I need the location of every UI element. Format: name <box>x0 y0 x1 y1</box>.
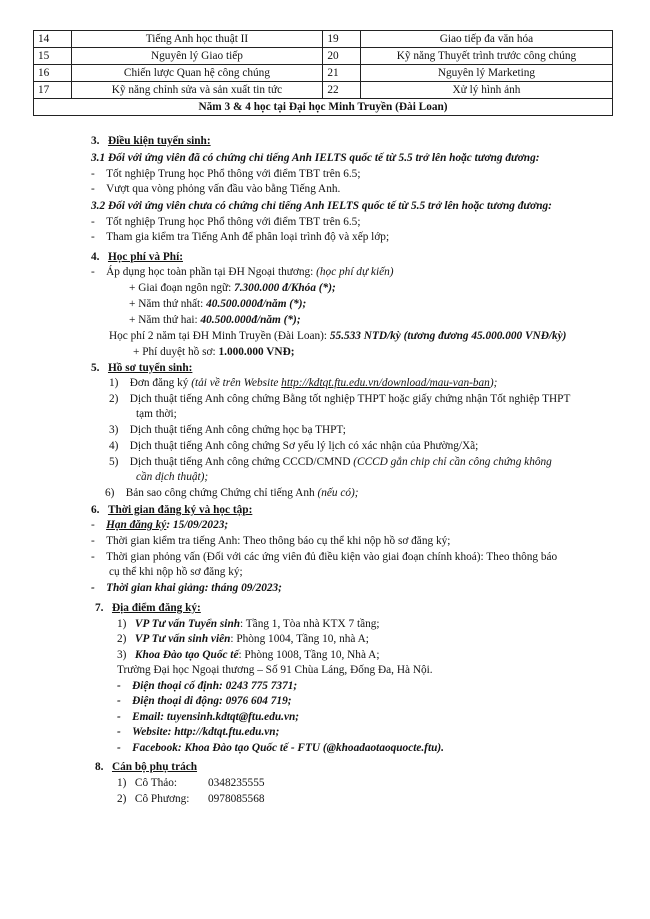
item-text: Dịch thuật tiếng Anh công chứng Sơ yếu lý lịch có xác nhận của Phường/Xã; <box>129 440 479 452</box>
section-number: 6. <box>91 504 100 516</box>
doc-item-5-cont: cần dịch thuật); <box>136 471 209 483</box>
section-title: Học phí và Phí: <box>107 251 183 263</box>
fee-note: (học phí dự kiến) <box>316 266 394 278</box>
fee-value: 40.500.000đ/năm (*); <box>206 298 307 310</box>
contact-text[interactable]: Facebook: Khoa Đào tạo Quốc tế - FTU (@khoadaotaoquocte.ftu). <box>132 742 444 754</box>
doc-item-2 <box>109 392 570 406</box>
office-name: VP Tư vấn sinh viên <box>134 633 231 645</box>
item-text: Dịch thuật tiếng Anh công chứng Bằng tốt nghiệp THPT hoặc giấy chứng nhận Tốt nghiệp THPT <box>129 393 571 405</box>
deadline-label: Hạn đăng ký <box>106 519 167 531</box>
item-number: 1) <box>117 777 127 789</box>
fee-label: + Giai đoạn ngôn ngữ: <box>129 282 235 294</box>
opening-date: - Thời gian khai giảng: tháng 09/2023; <box>91 582 282 594</box>
course-name: Nguyên lý Marketing <box>360 65 612 82</box>
section-number: 8. <box>95 761 104 773</box>
doc-item-6 <box>105 486 359 500</box>
staff-phone: 0348235555 <box>208 777 265 789</box>
section-5-heading <box>91 361 192 375</box>
staff-2 <box>117 792 265 806</box>
course-table <box>33 30 613 116</box>
item-text: Dịch thuật tiếng Anh công chứng học bạ THPT; <box>129 424 346 436</box>
contact-mobile: - Điện thoại di động: 0976 604 719; <box>117 695 292 707</box>
subsection-3-2: 3.2 Đối với ứng viên chưa có chứng chỉ tiếng Anh IELTS quốc tế từ 5.5 trở lên hoặc tương đương: <box>91 200 552 212</box>
section-4-heading <box>91 250 183 264</box>
fee-value: 7.300.000 đ/Khóa (*); <box>234 282 336 294</box>
course-name: Tiếng Anh học thuật II <box>71 31 323 48</box>
section-title: Hồ sơ tuyển sinh: <box>107 362 193 374</box>
course-number: 15 <box>34 48 72 65</box>
section-number: 5. <box>91 362 100 374</box>
section-title: Thời gian đăng ký và học tập: <box>107 504 253 516</box>
office-name: VP Tư vấn Tuyển sinh <box>134 618 241 630</box>
fee-intro-text: Áp dụng học toàn phần tại ĐH Ngoại thương: <box>106 266 317 278</box>
office-2 <box>117 632 369 646</box>
item-number: 2) <box>109 393 119 405</box>
course-number: 16 <box>34 65 72 82</box>
table-row <box>34 48 613 65</box>
office-3 <box>117 648 379 662</box>
subsection-3-1: 3.1 Đối với ứng viên đã có chứng chỉ tiếng Anh IELTS quốc tế từ 5.5 trở lên hoặc tương đương: <box>91 152 540 164</box>
list-item: - Vượt qua vòng phỏng vấn đầu vào bằng Tiếng Anh. <box>91 183 341 195</box>
section-title: Điều kiện tuyển sinh: <box>107 135 211 147</box>
item-text: Dịch thuật tiếng Anh công chứng CCCD/CMND <box>129 456 354 468</box>
section-7-heading <box>95 601 201 615</box>
table-row <box>34 82 613 99</box>
course-number: 22 <box>323 82 361 99</box>
fee-label: + Phí duyệt hồ sơ: <box>133 346 219 358</box>
fee-intro: - Áp dụng học toàn phần tại ĐH Ngoại thương: (học phí dự kiến) <box>91 266 394 278</box>
doc-item-1 <box>109 376 497 390</box>
section-number: 4. <box>91 251 100 263</box>
doc-item-4 <box>109 439 478 453</box>
table-row <box>34 31 613 48</box>
contact-email: - Email: tuyensinh.kdtqt@ftu.edu.vn; <box>117 711 300 723</box>
table-row <box>34 65 613 82</box>
fee-label: + Năm thứ hai: <box>129 314 201 326</box>
course-name: Giao tiếp đa văn hóa <box>360 31 612 48</box>
item-note: (nếu có); <box>317 487 359 499</box>
course-number: 17 <box>34 82 72 99</box>
list-item-text: Tốt nghiệp Trung học Phổ thông với điểm TBT trên 6.5; <box>106 216 361 228</box>
contact-text[interactable]: Website: http://kdtqt.ftu.edu.vn; <box>132 726 280 738</box>
item-number: 3) <box>117 649 127 661</box>
item-number: 1) <box>117 618 127 630</box>
item-text: Đơn đăng ký <box>129 377 192 389</box>
section-number: 3. <box>91 135 100 147</box>
section-6-heading <box>91 503 252 517</box>
list-item-cont: cụ thể khi nộp hồ sơ đăng ký; <box>109 566 243 578</box>
item-note: (CCCD gắn chip chỉ cần công chứng không <box>353 456 552 468</box>
fee-review <box>133 345 295 359</box>
opening-date-text: Thời gian khai giảng: tháng 09/2023; <box>106 582 282 594</box>
contact-landline: - Điện thoại cố định: 0243 775 7371; <box>117 680 298 692</box>
item-number: 6) <box>105 487 115 499</box>
office-location: : Phòng 1004, Tầng 10, nhà A; <box>230 633 369 645</box>
contact-website: - Website: http://kdtqt.ftu.edu.vn; <box>117 726 280 738</box>
office-name: Khoa Đào tạo Quốc tế <box>134 649 239 661</box>
fee-item <box>129 313 301 327</box>
list-item: - Tốt nghiệp Trung học Phổ thông với điểm TBT trên 6.5; <box>91 216 361 228</box>
list-item: - Tốt nghiệp Trung học Phổ thông với điểm TBT trên 6.5; <box>91 168 361 180</box>
course-number: 20 <box>323 48 361 65</box>
course-number: 19 <box>323 31 361 48</box>
fee-label: Học phí 2 năm tại ĐH Minh Truyền (Đài Loan): <box>109 330 330 342</box>
fee-value: 55.533 NTD/kỳ (tương đương 45.000.000 VNĐ/kỳ) <box>329 330 567 342</box>
contact-facebook: - Facebook: Khoa Đào tạo Quốc tế - FTU (@khoadaotaoquocte.ftu). <box>117 742 444 754</box>
contact-text: Điện thoại cố định: 0243 775 7371; <box>132 680 298 692</box>
staff-phone: 0978085568 <box>208 793 265 805</box>
fee-item <box>129 281 336 295</box>
section-title: Địa điểm đăng ký: <box>111 602 201 614</box>
section-3-heading <box>91 134 211 148</box>
list-item: - Tham gia kiểm tra Tiếng Anh để phân loại trình độ và xếp lớp; <box>91 231 390 243</box>
section-number: 7. <box>95 602 104 614</box>
course-name: Nguyên lý Giao tiếp <box>71 48 323 65</box>
list-item-text: Vượt qua vòng phỏng vấn đầu vào bằng Tiếng Anh. <box>106 183 341 195</box>
deadline: - Hạn đăng ký: 15/09/2023; <box>91 519 229 531</box>
list-item-text: Tham gia kiểm tra Tiếng Anh để phân loại trình độ và xếp lớp; <box>106 231 390 243</box>
list-item-text: Thời gian kiểm tra tiếng Anh: Theo thông báo cụ thể khi nộp hồ sơ đăng ký; <box>106 535 451 547</box>
address: Trường Đại học Ngoại thương – Số 91 Chùa Láng, Đống Đa, Hà Nội. <box>117 664 433 676</box>
contact-text[interactable]: Email: tuyensinh.kdtqt@ftu.edu.vn; <box>132 711 300 723</box>
fee-value: 40.500.000đ/năm (*); <box>200 314 301 326</box>
list-item: - Thời gian phỏng vấn (Đối với các ứng viên đủ điều kiện vào giai đoạn chính khoá): Theo thông báo <box>91 551 558 563</box>
item-note: (tải về trên Website <box>191 377 282 389</box>
deadline-value: : 15/09/2023; <box>166 519 229 531</box>
office-location: : Tầng 1, Tòa nhà KTX 7 tầng; <box>240 618 380 630</box>
doc-item-2-cont: tạm thời; <box>136 408 177 420</box>
staff-1 <box>117 776 265 790</box>
table-footer: Năm 3 & 4 học tại Đại học Minh Truyền (Đài Loan) <box>34 99 613 116</box>
course-name: Xử lý hình ảnh <box>360 82 612 99</box>
course-name: Chiến lược Quan hệ công chúng <box>71 65 323 82</box>
section-8-heading <box>95 760 197 774</box>
fee-label: + Năm thứ nhất: <box>129 298 207 310</box>
item-note: ); <box>489 377 498 389</box>
item-number: 4) <box>109 440 119 452</box>
staff-name: Cô Thảo: <box>134 777 178 789</box>
download-link[interactable]: http://kdtqt.ftu.edu.vn/download/mau-van-ban <box>281 377 490 389</box>
item-number: 2) <box>117 793 127 805</box>
course-name: Kỹ năng chỉnh sửa và sản xuất tin tức <box>71 82 323 99</box>
doc-item-5 <box>109 455 552 469</box>
item-number: 2) <box>117 633 127 645</box>
staff-name: Cô Phương: <box>134 793 190 805</box>
doc-item-3 <box>109 423 346 437</box>
office-1 <box>117 617 380 631</box>
office-location: : Phòng 1008, Tầng 10, Nhà A; <box>238 649 380 661</box>
fee-item <box>129 297 306 311</box>
list-item: - Thời gian kiểm tra tiếng Anh: Theo thông báo cụ thể khi nộp hồ sơ đăng ký; <box>91 535 451 547</box>
item-number: 1) <box>109 377 119 389</box>
course-number: 14 <box>34 31 72 48</box>
item-number: 3) <box>109 424 119 436</box>
fee-value: 1.000.000 VNĐ; <box>218 346 295 358</box>
list-item-text: Thời gian phỏng vấn (Đối với các ứng viên đủ điều kiện vào giai đoạn chính khoá): Theo thông báo <box>106 551 558 563</box>
fee-taiwan <box>109 329 566 343</box>
section-title: Cán bộ phụ trách <box>111 761 198 773</box>
contact-text: Điện thoại di động: 0976 604 719; <box>132 695 292 707</box>
table-footer-row <box>34 99 613 116</box>
item-number: 5) <box>109 456 119 468</box>
item-text: Bản sao công chứng Chứng chỉ tiếng Anh <box>125 487 318 499</box>
course-number: 21 <box>323 65 361 82</box>
course-name: Kỹ năng Thuyết trình trước công chúng <box>360 48 612 65</box>
list-item-text: Tốt nghiệp Trung học Phổ thông với điểm TBT trên 6.5; <box>106 168 361 180</box>
